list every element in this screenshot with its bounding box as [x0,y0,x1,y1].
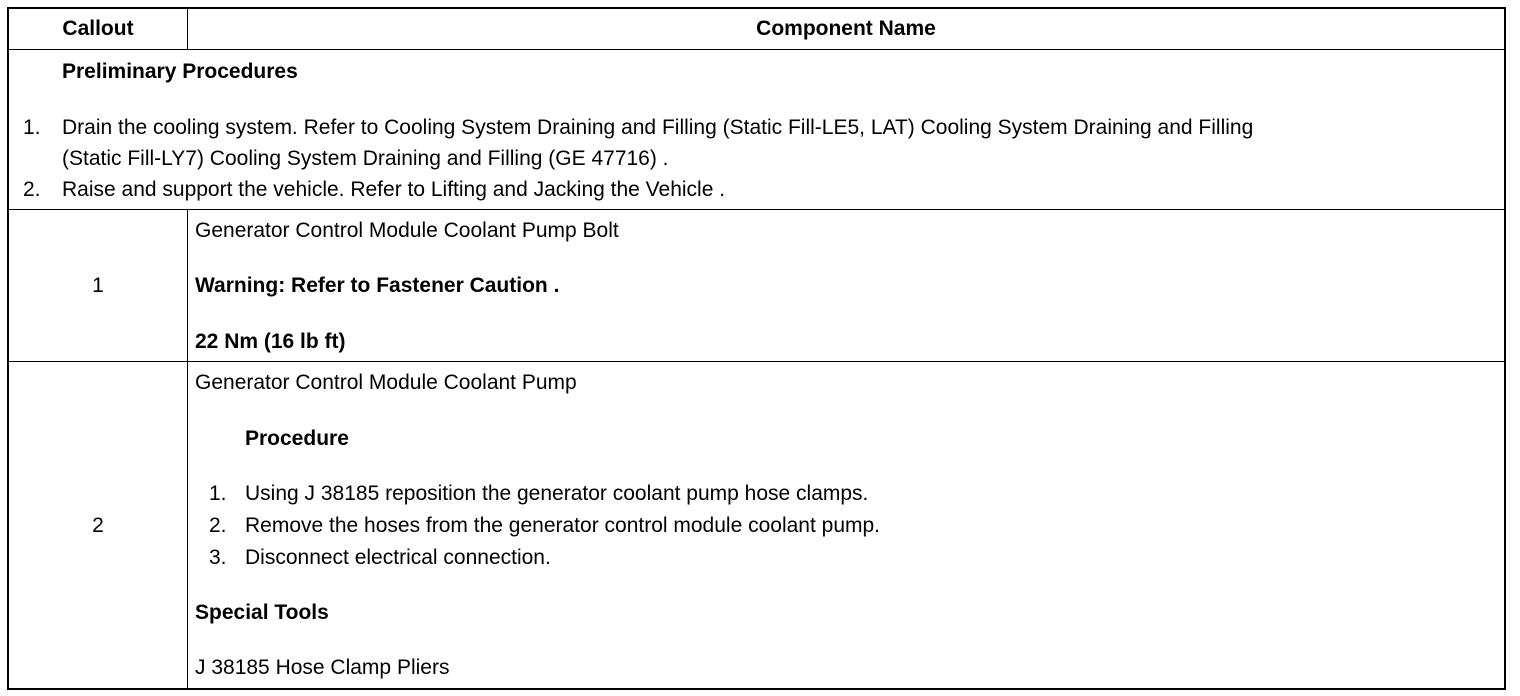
procedure-step-text: Remove the hoses from the generator control module coolant pump. [245,514,881,537]
procedure-step-number: 2. [209,514,227,537]
header-callout: Callout [62,17,134,40]
special-tool-item: J 38185 Hose Clamp Pliers [195,656,450,679]
procedure-title: Procedure [245,427,349,450]
preliminary-step-number: 2. [23,178,41,201]
header-divider [187,9,188,49]
warning-text: Warning: Refer to Fastener Caution . [195,274,560,297]
procedure-step-text: Using J 38185 reposition the generator coolant pump hose clamps. [245,482,869,505]
special-tools-title: Special Tools [195,601,329,624]
callout-number: 2 [92,514,104,537]
table-row [9,362,1504,690]
component-name: Generator Control Module Coolant Pump Bolt [195,219,619,242]
preliminary-step-text: Raise and support the vehicle. Refer to Lifting and Jacking the Vehicle . [62,178,726,201]
preliminary-title: Preliminary Procedures [62,60,298,83]
procedure-table [7,7,1506,690]
header-component-name: Component Name [756,17,936,40]
preliminary-step-text: Drain the cooling system. Refer to Cooling System Draining and Filling (Static Fill-LE5, LAT) Cooling System Draining and Filling [62,116,1254,139]
preliminary-step-text-continued: (Static Fill-LY7) Cooling System Draining and Filling (GE 47716) . [62,147,669,170]
procedure-step-text: Disconnect electrical connection. [245,546,551,569]
component-name: Generator Control Module Coolant Pump [195,371,577,394]
procedure-step-number: 1. [209,482,227,505]
callout-number: 1 [92,274,104,297]
preliminary-procedures-section [9,50,1504,210]
torque-spec: 22 Nm (16 lb ft) [195,330,346,353]
table-row [9,210,1504,361]
preliminary-step-number: 1. [23,116,41,139]
procedure-step-number: 3. [209,546,227,569]
